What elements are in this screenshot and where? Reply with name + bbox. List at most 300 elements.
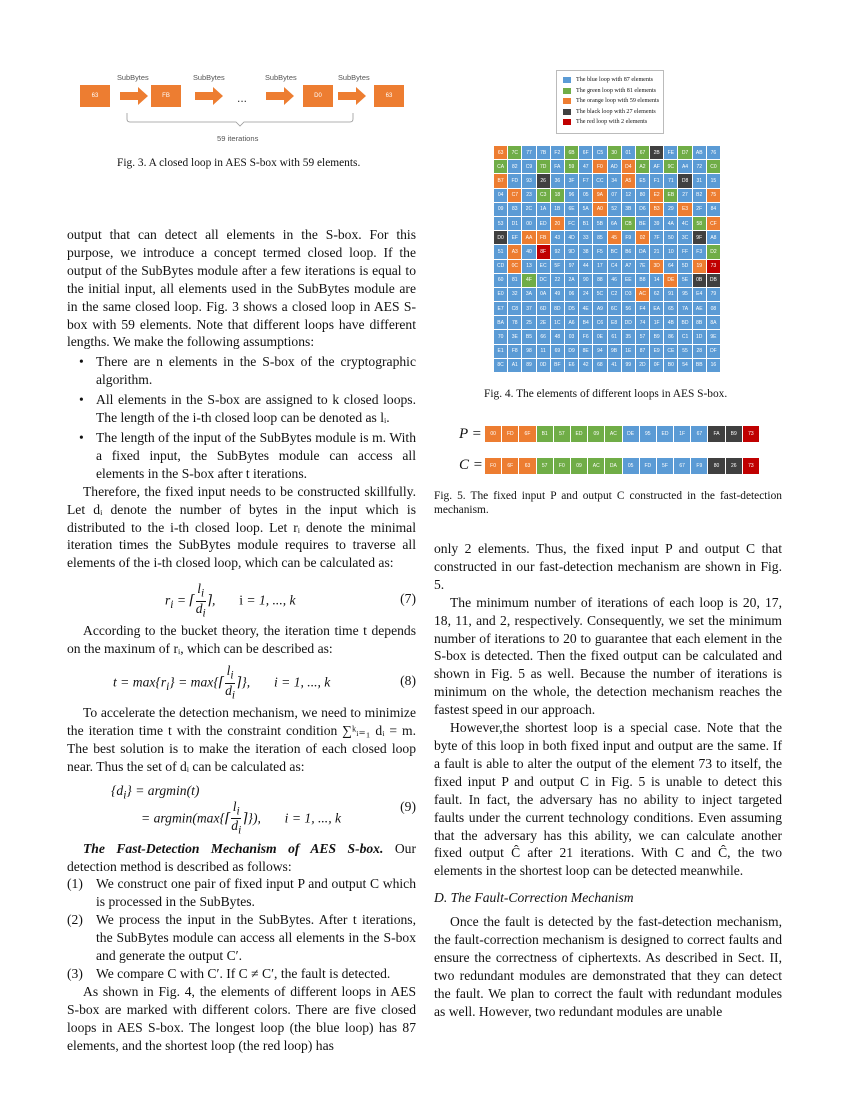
sbox-cell: BD <box>678 316 691 329</box>
sbox-cell: 49 <box>551 288 564 301</box>
sbox-cell: AD <box>608 160 621 173</box>
sbox-cell: CD <box>494 260 507 273</box>
sbox-cell: CC <box>593 174 606 187</box>
sbox-cell: 85 <box>593 231 606 244</box>
sbox-cell: D8 <box>678 174 691 187</box>
sbox-cell: 9F <box>693 231 706 244</box>
sbox-cell: FB <box>537 231 550 244</box>
sbox-cell: 98 <box>522 345 535 358</box>
sbox-cell: 6D <box>537 302 550 315</box>
sbox-cell: 44 <box>579 260 592 273</box>
sbox-cell: 57 <box>636 330 649 343</box>
sbox-cell: D6 <box>636 203 649 216</box>
sbox-cell: AE <box>693 302 706 315</box>
byte-cell: F0 <box>485 458 502 474</box>
subbytes-label: SubBytes <box>338 73 370 82</box>
sbox-cell: 35 <box>622 330 635 343</box>
sbox-cell: BC <box>608 245 621 258</box>
byte-cell: 6F <box>519 426 536 442</box>
sbox-cell: 76 <box>707 146 720 159</box>
paragraph: Once the fault is detected by the fast-detection mechanism, the fault-correction mechanism is designed to correct faults and ensure the correctness of ciphertexts. As described in Sect. II, two redundant modules are demonstrated that they can detect the fault. We plan to correct the fault with redundant modules as well. However, two redundant modules are unable <box>434 914 782 1019</box>
sbox-cell: 05 <box>579 189 592 202</box>
byte-cell: 00 <box>485 426 502 442</box>
sbox-cell: E4 <box>693 288 706 301</box>
sbox-cell: A2 <box>636 160 649 173</box>
legend-swatch <box>563 119 571 125</box>
sbox-cell: B4 <box>579 316 592 329</box>
byte-cell: AC <box>605 426 622 442</box>
sbox-cell: 95 <box>678 288 691 301</box>
sbox-cell: 11 <box>537 345 550 358</box>
sbox-cell: 8A <box>707 316 720 329</box>
sbox-cell: C5 <box>593 146 606 159</box>
sbox-cell: 96 <box>565 189 578 202</box>
sbox-cell: 51 <box>494 245 507 258</box>
sbox-cell: 72 <box>693 160 706 173</box>
sbox-cell: 93 <box>522 174 535 187</box>
sbox-cell: 09 <box>494 203 507 216</box>
sbox-cell: CE <box>664 345 677 358</box>
sbox-cell: 23 <box>522 189 535 202</box>
equation-9: $\{d_i\} = argmin(t)$ = argmin(max{⌈ $\frac{l_i}{d_i}$ ⌉}), i = 1, ..., k (9) <box>111 782 416 838</box>
sbox-cell: D0 <box>494 231 507 244</box>
sbox-cell: 89 <box>522 359 535 372</box>
sbox-cell: 61 <box>608 330 621 343</box>
sbox-cell: 2E <box>537 316 550 329</box>
sbox-cell: 6F <box>579 146 592 159</box>
sbox-cell: E2 <box>650 189 663 202</box>
legend-item: The red loop with 2 elements <box>557 117 663 128</box>
sbox-cell: B1 <box>579 217 592 230</box>
sbox-cell: 97 <box>565 260 578 273</box>
list-item: • The length of the input of the SubBytes module is m. With a fixed input, the SubBytes module can access all elements in the S-box after t iterations. <box>79 429 416 481</box>
sbox-cell: 48 <box>551 330 564 343</box>
sbox-cell: 31 <box>693 174 706 187</box>
sbox-cell: A6 <box>565 316 578 329</box>
byte-cell: 09 <box>571 458 588 474</box>
sbox-cell: 8B <box>693 316 706 329</box>
byte-cell: FD <box>640 458 657 474</box>
sbox-cell: 53 <box>494 217 507 230</box>
sbox-cell: 4E <box>579 302 592 315</box>
sbox-cell: BB <box>693 359 706 372</box>
byte-cell: DE <box>623 426 640 442</box>
byte-cell: 09 <box>588 426 605 442</box>
sbox-cell: 7F <box>650 231 663 244</box>
sbox-cell: D1 <box>508 217 521 230</box>
sbox-cell: 7E <box>636 260 649 273</box>
sbox-cell: 0B <box>693 274 706 287</box>
sbox-cell: 1D <box>693 330 706 343</box>
byte-cell: 67 <box>674 458 691 474</box>
sbox-cell: 46 <box>608 274 621 287</box>
sbox-cell: A8 <box>707 231 720 244</box>
sbox-cell: FF <box>678 245 691 258</box>
sbox-cell: 0D <box>537 359 550 372</box>
sbox-cell: 79 <box>707 288 720 301</box>
sbox-cell: CF <box>707 217 720 230</box>
byte-cell: 26 <box>726 458 743 474</box>
sbox-cell: 77 <box>522 146 535 159</box>
sbox-cell: 12 <box>622 189 635 202</box>
sbox-cell: 19 <box>693 260 706 273</box>
sbox-cell: E6 <box>565 359 578 372</box>
sbox-cell: 1B <box>551 203 564 216</box>
equation-8: $t = \max\{r_i\}$ = max{⌈ $\frac{l_i}{d_i}$ ⌉}, i = 1, ..., k (8) <box>113 663 416 702</box>
sbox-cell: F4 <box>636 302 649 315</box>
sbox-cell: 8C <box>494 359 507 372</box>
sbox-cell: 4A <box>664 217 677 230</box>
sbox-cell: 4D <box>565 231 578 244</box>
sbox-cell: C3 <box>537 189 550 202</box>
sbox-cell: 9D <box>565 245 578 258</box>
sbox-cell: B5 <box>522 330 535 343</box>
sbox-cell: F0 <box>593 160 606 173</box>
fig5-caption: Fig. 5. The fixed input P and output C constructed in the fast-detection mechanism. <box>434 490 782 516</box>
iterations-label: 59 iterations <box>217 134 259 143</box>
sbox-cell: 5F <box>551 260 564 273</box>
right-column <box>434 540 782 1021</box>
byte-cell: ED <box>571 426 588 442</box>
sbox-cell: A4 <box>678 160 691 173</box>
sbox-cell: 36 <box>551 174 564 187</box>
sbox-cell: 04 <box>494 189 507 202</box>
sbox-cell: 5D <box>678 260 691 273</box>
byte-cell: AC <box>588 458 605 474</box>
sbox-cell: 8F <box>537 245 550 258</box>
sbox-cell: C4 <box>608 260 621 273</box>
paragraph: As shown in Fig. 4, the elements of different loops in AES S-box are marked with different colors. There are five closed loops in AES S-box. The longest loop (the blue loop) has 87 elements, and the shortest loop (the red loop) has <box>67 983 416 1053</box>
sbox-cell: 15 <box>707 174 720 187</box>
sbox-cell: F6 <box>579 330 592 343</box>
sbox-cell: 14 <box>650 274 663 287</box>
legend-item: The blue loop with 87 elements <box>557 75 663 86</box>
byte-cell: 05 <box>623 458 640 474</box>
byte-cell: B9 <box>726 426 743 442</box>
sbox-cell: BE <box>636 217 649 230</box>
sbox-cell: 27 <box>678 189 691 202</box>
sbox-cell: F3 <box>693 245 706 258</box>
sbox-cell: F8 <box>508 345 521 358</box>
loop-box: 63 <box>80 85 110 107</box>
list-item: • There are n elements in the S-box of the cryptographic algorithm. <box>79 354 416 388</box>
legend-item: The orange loop with 59 elements <box>557 96 663 107</box>
sbox-cell: E7 <box>494 302 507 315</box>
sbox-cell: 69 <box>551 345 564 358</box>
sbox-cell: A9 <box>593 302 606 315</box>
fig3-arrows <box>0 0 420 140</box>
sbox-cell: 0F <box>650 359 663 372</box>
sbox-cell: 70 <box>494 330 507 343</box>
sbox-cell: B8 <box>636 274 649 287</box>
sbox-cell: 30 <box>608 146 621 159</box>
p-label: P = <box>459 426 482 442</box>
sbox-cell: 45 <box>608 231 621 244</box>
paragraph: The minimum number of iterations of each loop is 20, 17, 18, 11, and 2, respectively. Consequently, we set the minimum number of iterations to 20 to guarantee that each element in the S-box is detected. Then the fixed output can be calculated and shown in Fig. 5 as well. Because the number of iterations is minimum on the whole, the detection mechanism reaches the fastest speed in our approach. <box>434 594 782 718</box>
sbox-cell: FA <box>551 160 564 173</box>
sbox-cell: E9 <box>650 345 663 358</box>
sbox-cell: 74 <box>636 316 649 329</box>
sbox-cell: C7 <box>508 189 521 202</box>
sbox-cell: 3F <box>565 174 578 187</box>
sbox-cell: 26 <box>537 174 550 187</box>
sbox-cell: B3 <box>650 203 663 216</box>
subbytes-label: SubBytes <box>193 73 225 82</box>
sbox-cell: 83 <box>508 203 521 216</box>
list-item: (3) We compare C with C′. If C ≠ C′, the fault is detected. <box>67 966 391 981</box>
sbox-cell: 06 <box>565 288 578 301</box>
sbox-cell: 1E <box>622 345 635 358</box>
sbox-cell: 40 <box>522 245 535 258</box>
sbox-cell: 94 <box>593 345 606 358</box>
sbox-cell: E3 <box>678 203 691 216</box>
sbox-cell: 50 <box>664 231 677 244</box>
sbox-cell: 33 <box>579 231 592 244</box>
sbox-cell: 2C <box>522 203 535 216</box>
list-item: • All elements in the S-box are assigned to k closed loops. The length of the i-th closed loop can be denoted as lᵢ. <box>79 392 416 426</box>
sbox-cell: 29 <box>664 203 677 216</box>
iteration-brace <box>127 113 353 126</box>
sbox-cell: 22 <box>551 274 564 287</box>
sbox-cell: 4F <box>522 274 535 287</box>
byte-cell: 67 <box>691 426 708 442</box>
byte-cell: 57 <box>537 458 554 474</box>
sbox-cell: 84 <box>707 203 720 216</box>
sbox-cell: 52 <box>608 203 621 216</box>
sbox-cell: DE <box>664 274 677 287</box>
legend-swatch <box>563 98 571 104</box>
section-title: D. The Fault-Correction Mechanism <box>434 890 634 906</box>
sbox-cell: 54 <box>678 359 691 372</box>
sbox-cell: 9E <box>707 330 720 343</box>
sbox-cell: 88 <box>593 274 606 287</box>
sbox-cell: 3E <box>508 330 521 343</box>
sbox-cell: B6 <box>622 245 635 258</box>
sbox-cell: 4C <box>678 217 691 230</box>
sbox-cell: F2 <box>551 146 564 159</box>
sbox-cell: 75 <box>707 189 720 202</box>
sbox-cell: C6 <box>593 316 606 329</box>
legend-item: The black loop with 27 elements <box>557 107 663 118</box>
byte-cell: DA <box>605 458 622 474</box>
byte-cell: 73 <box>743 458 760 474</box>
sbox-cell: C8 <box>508 302 521 315</box>
sbox-cell: 5A <box>579 203 592 216</box>
sbox-cell: 6C <box>608 302 621 315</box>
sbox-cell: DC <box>537 274 550 287</box>
sbox-cell: 55 <box>678 345 691 358</box>
sbox-cell: AC <box>636 288 649 301</box>
sbox-cell: 0C <box>508 260 521 273</box>
sbox-cell: B0 <box>664 359 677 372</box>
sbox-cell: D4 <box>622 160 635 173</box>
sbox-cell: 64 <box>664 260 677 273</box>
sbox-cell: A7 <box>622 260 635 273</box>
legend-swatch <box>563 109 571 115</box>
sbox-cell: 7D <box>537 160 550 173</box>
sbox-cell: 24 <box>579 288 592 301</box>
byte-cell: 57 <box>554 426 571 442</box>
arrow-icon <box>338 87 366 105</box>
sbox-cell: 80 <box>636 189 649 202</box>
sbox-cell: 68 <box>593 359 606 372</box>
sbox-cell: BA <box>494 316 507 329</box>
sbox-cell: 8E <box>579 345 592 358</box>
sbox-cell: 43 <box>551 231 564 244</box>
legend-swatch <box>563 77 571 83</box>
sbox-cell: 2D <box>636 359 649 372</box>
byte-cell: 63 <box>519 458 536 474</box>
byte-cell: 5F <box>657 458 674 474</box>
sbox-cell: 20 <box>551 217 564 230</box>
sbox-cell: 87 <box>636 345 649 358</box>
legend-item: The green loop with 81 elements <box>557 86 663 97</box>
sbox-cell: 41 <box>608 359 621 372</box>
paragraph: The Fast-Detection Mechanism of AES S-box. Our detection method is described as follows: <box>67 840 416 874</box>
sbox-cell: 9C <box>664 160 677 173</box>
sbox-cell: 92 <box>551 245 564 258</box>
arrow-icon <box>266 87 294 105</box>
sbox-cell: C0 <box>707 160 720 173</box>
sbox-cell: EB <box>664 189 677 202</box>
sbox-cell: FC <box>565 217 578 230</box>
sbox-cell: FD <box>508 174 521 187</box>
sbox-cell: 73 <box>707 260 720 273</box>
sbox-cell: 3B <box>622 203 635 216</box>
sbox-cell: 18 <box>551 189 564 202</box>
sbox-cell: 9B <box>608 345 621 358</box>
paragraph: output that can detect all elements in the S-box. For this purpose, we introduce a concept termed closed loop. If the output of the SubBytes module after a few iterations is equal to the initial input, all elements used in the SubBytes module are in the same closed loop. Fig. 3 shows a closed loop in AES S-box with 59 elements. Note that different loops have different lengths. We make the following assumptions: <box>67 227 416 350</box>
sbox-cell: F5 <box>593 245 606 258</box>
sbox-grid <box>494 146 720 372</box>
sbox-cell: 07 <box>608 189 621 202</box>
sbox-cell: E0 <box>494 288 507 301</box>
sbox-cell: 67 <box>636 146 649 159</box>
sbox-cell: C2 <box>608 288 621 301</box>
sbox-cell: DF <box>707 345 720 358</box>
sbox-cell: E1 <box>494 345 507 358</box>
sbox-cell: 28 <box>693 345 706 358</box>
sbox-cell: EA <box>650 302 663 315</box>
sbox-cell: ED <box>537 217 550 230</box>
sbox-cell: C9 <box>522 160 535 173</box>
sbox-cell: 32 <box>508 288 521 301</box>
arrow-icon <box>195 87 223 105</box>
sbox-cell: 39 <box>650 217 663 230</box>
sbox-cell: 4B <box>664 316 677 329</box>
sbox-cell: EE <box>622 274 635 287</box>
sbox-cell: E8 <box>608 316 621 329</box>
sbox-cell: 00 <box>522 217 535 230</box>
sbox-cell: 58 <box>693 217 706 230</box>
sbox-cell: 59 <box>565 160 578 173</box>
byte-cell: 80 <box>708 458 725 474</box>
equation-7: $r_i$ = ⌈ $\frac{l_i}{d_i}$ ⌉, i = 1, ..., k (7) <box>165 581 416 620</box>
sbox-cell: E5 <box>636 174 649 187</box>
left-column <box>67 226 416 1055</box>
byte-cell: FD <box>502 426 519 442</box>
sbox-cell: 25 <box>522 316 535 329</box>
byte-cell: 1F <box>674 426 691 442</box>
loop-box: D0 <box>303 85 333 107</box>
sbox-cell: DB <box>707 274 720 287</box>
byte-cell: F9 <box>691 458 708 474</box>
sbox-cell: 5E <box>678 274 691 287</box>
sbox-cell: AA <box>522 231 535 244</box>
subbytes-label: SubBytes <box>265 73 297 82</box>
byte-cell: 6F <box>502 458 519 474</box>
sbox-cell: A0 <box>593 203 606 216</box>
sbox-cell: F9 <box>622 231 635 244</box>
sbox-cell: 21 <box>650 245 663 258</box>
sbox-cell: AF <box>650 160 663 173</box>
sbox-cell: DD <box>622 316 635 329</box>
sbox-cell: 3A <box>522 288 535 301</box>
legend-swatch <box>563 88 571 94</box>
sbox-cell: AB <box>693 146 706 159</box>
paragraph: However,the shortest loop is a special case. Note that the byte of this loop in both fixed input and output are the same. If a fault is able to alter the output of the element 73 to itself, the fixed input P and output C in Fig. 5 is unable to detect this fault. In fact, the adversary has no ability to inject targeted faults under the current technology conditions. Even assuming that the adversary has this ability, we can calculate another fixed output Ĉ after 21 iterations. With C and Ĉ, the two elements in the shortest loop can be detected meanwhile. <box>434 720 782 879</box>
sbox-cell: B9 <box>650 330 663 343</box>
sbox-cell: EC <box>537 260 550 273</box>
sbox-cell: 1F <box>650 316 663 329</box>
sbox-cell: 9A <box>593 189 606 202</box>
fig4-caption: Fig. 4. The elements of different loops in AES S-box. <box>484 388 728 400</box>
sbox-cell: B7 <box>494 174 507 187</box>
sbox-cell: 0A <box>537 288 550 301</box>
sbox-cell: 3D <box>650 260 663 273</box>
sbox-cell: D5 <box>565 302 578 315</box>
sbox-cell: 7A <box>678 302 691 315</box>
byte-cell: 95 <box>640 426 657 442</box>
byte-cell: B1 <box>537 426 554 442</box>
sbox-cell: 1C <box>551 316 564 329</box>
sbox-cell: 1A <box>537 203 550 216</box>
sbox-cell: A1 <box>508 359 521 372</box>
sbox-cell: CB <box>622 217 635 230</box>
ellipsis: ... <box>237 91 248 105</box>
sbox-cell: 6E <box>565 203 578 216</box>
paragraph: only 2 elements. Thus, the fixed input P and output C that constructed in our fast-detection mechanism are shown in Fig. 5. <box>434 541 782 592</box>
list-item: (1) We construct one pair of fixed input P and output C which is processed in the SubBytes. <box>67 876 416 910</box>
sbox-cell: A3 <box>508 245 521 258</box>
sbox-cell: 5B <box>593 217 606 230</box>
sbox-cell: F7 <box>579 174 592 187</box>
sbox-cell: CA <box>494 160 507 173</box>
sbox-cell: 02 <box>636 231 649 244</box>
list-item: (2) We process the input in the SubBytes. After t iterations, the SubBytes module can access all elements in the S-box and generate the output C′. <box>67 912 416 964</box>
sbox-cell: 10 <box>664 245 677 258</box>
byte-cell: F0 <box>554 458 571 474</box>
sbox-cell: 17 <box>593 260 606 273</box>
sbox-cell: 47 <box>579 160 592 173</box>
sbox-cell: EF <box>508 231 521 244</box>
sbox-cell: 86 <box>664 330 677 343</box>
sbox-cell: BF <box>551 359 564 372</box>
sbox-cell: 5C <box>593 288 606 301</box>
paragraph: According to the bucket theory, the iteration time t depends on the maxinum of rᵢ, which can be described as: <box>67 623 416 657</box>
sbox-cell: 6A <box>608 217 621 230</box>
sbox-cell: 8D <box>551 302 564 315</box>
sbox-cell: 03 <box>565 330 578 343</box>
arrow-icon <box>120 87 148 105</box>
sbox-cell: D9 <box>565 345 578 358</box>
sbox-cell: B2 <box>693 189 706 202</box>
sbox-cell: 82 <box>508 160 521 173</box>
sbox-cell: 56 <box>622 302 635 315</box>
sbox-cell: 2F <box>693 203 706 216</box>
sbox-cell: 42 <box>579 359 592 372</box>
sbox-cell: 65 <box>664 302 677 315</box>
